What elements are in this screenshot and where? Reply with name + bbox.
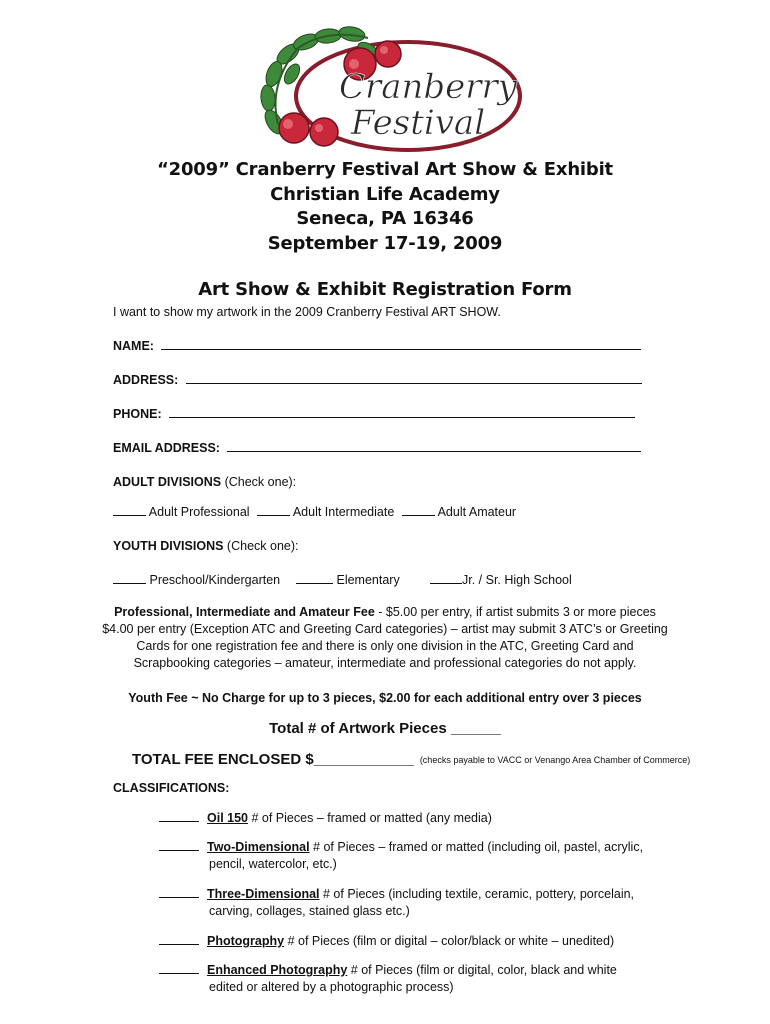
youth-divisions-title: YOUTH DIVISIONS [113, 539, 224, 553]
logo-graphic [248, 24, 534, 154]
fee-line3: Cards for one registration fee and there is only one division in the ATC, Greeting Card and [136, 639, 634, 653]
email-input-line[interactable] [227, 440, 641, 452]
classification-desc: # of Pieces (film or digital – color/black or white – unedited) [284, 934, 615, 948]
adult-professional-label: Adult Professional [148, 505, 250, 519]
event-header [0, 158, 770, 256]
elementary-label: Elementary [336, 573, 400, 587]
preschool-checkbox[interactable] [113, 572, 146, 584]
elementary-option [296, 572, 400, 588]
adult-amateur-label: Adult Amateur [437, 505, 517, 519]
classification-desc-cont: carving, collages, stained glass etc.) [209, 904, 410, 918]
classification-desc: # of Pieces (including textile, ceramic, pottery, porcelain, [319, 887, 635, 901]
header-title: “2009” Cranberry Festival Art Show & Exhibit [157, 159, 613, 180]
logo-text-line1: Cranberry [338, 67, 518, 107]
oil-count-blank[interactable] [159, 810, 199, 822]
phone-field[interactable] [113, 406, 635, 422]
fee-title: Professional, Intermediate and Amateur Fee [114, 605, 375, 619]
total-fee-note: (checks payable to VACC or Venango Area Chamber of Commerce) [419, 755, 691, 765]
three-dimensional-count-blank[interactable] [159, 886, 199, 898]
classification-name: Oil 150 [207, 811, 248, 825]
name-input-line[interactable] [161, 338, 641, 350]
classification-item [159, 839, 643, 873]
intro-text: I want to show my artwork in the 2009 Cranberry Festival ART SHOW. [113, 305, 501, 319]
adult-professional-checkbox[interactable] [113, 504, 146, 516]
classification-desc: # of Pieces – framed or matted (any media) [248, 811, 492, 825]
header-location: Seneca, PA 16346 [296, 208, 474, 229]
fee-description [0, 604, 770, 672]
adult-intermediate-checkbox[interactable] [257, 504, 290, 516]
photography-count-blank[interactable] [159, 933, 199, 945]
youth-fee-text: Youth Fee ~ No Charge for up to 3 pieces, $2.00 for each additional entry over 3 pieces [128, 691, 642, 705]
classification-name: Three-Dimensional [207, 887, 320, 901]
classification-name: Photography [207, 934, 285, 948]
name-field[interactable] [113, 338, 641, 354]
classification-name: Two-Dimensional [207, 840, 310, 854]
classification-item [159, 886, 634, 920]
cranberry-festival-logo [248, 24, 534, 154]
elementary-checkbox[interactable] [296, 572, 333, 584]
email-field[interactable] [113, 440, 641, 456]
total-fee-line [132, 751, 690, 768]
address-field[interactable] [113, 372, 642, 388]
youth-divisions-options [113, 572, 280, 588]
youth-divisions-note: (Check one): [226, 539, 299, 553]
header-dates: September 17-19, 2009 [267, 232, 503, 254]
total-fee-blank[interactable]: ____________ [313, 751, 414, 768]
adult-divisions-options [113, 504, 516, 520]
total-pieces-line[interactable]: Total # of Artwork Pieces ______ [269, 720, 501, 737]
email-label: EMAIL ADDRESS: [113, 441, 220, 455]
enhanced-photography-count-blank[interactable] [159, 962, 199, 974]
classification-desc: # of Pieces – framed or matted (including oil, pastel, acrylic, [309, 840, 644, 854]
classification-item [159, 810, 492, 827]
classification-desc: # of Pieces (film or digital, color, black and white [347, 963, 617, 977]
header-venue: Christian Life Academy [270, 183, 500, 205]
address-input-line[interactable] [186, 372, 642, 384]
high-school-label: Jr. / Sr. High School [462, 573, 572, 587]
preschool-label: Preschool/Kindergarten [149, 573, 281, 587]
youth-divisions-heading [113, 538, 298, 554]
adult-intermediate-label: Adult Intermediate [292, 505, 395, 519]
two-dimensional-count-blank[interactable] [159, 839, 199, 851]
fee-line2: $4.00 per entry (Exception ATC and Greeting Card categories) – artist may submit 3 ATC’s or Greeting [102, 622, 668, 636]
classification-desc-cont: edited or altered by a photographic process) [209, 980, 454, 994]
phone-input-line[interactable] [169, 406, 635, 418]
adult-divisions-note: (Check one): [224, 475, 297, 489]
address-label: ADDRESS: [113, 373, 179, 387]
adult-divisions-title: ADULT DIVISIONS [113, 475, 222, 489]
classification-item [159, 962, 617, 996]
high-school-option [430, 572, 572, 588]
classification-item [159, 933, 614, 950]
classification-name: Enhanced Photography [207, 963, 348, 977]
name-label: NAME: [113, 339, 154, 353]
fee-line4: Scrapbooking categories – amateur, intermediate and professional categories do not apply. [133, 656, 637, 670]
classifications-title: CLASSIFICATIONS: [113, 781, 230, 795]
fee-line1: - $5.00 per entry, if artist submits 3 or more pieces [374, 605, 656, 619]
classification-desc-cont: pencil, watercolor, etc.) [209, 857, 337, 871]
logo-text-line2: Festival [350, 103, 486, 143]
form-title: Art Show & Exhibit Registration Form [198, 279, 572, 300]
high-school-checkbox[interactable] [430, 572, 462, 584]
adult-amateur-checkbox[interactable] [402, 504, 435, 516]
phone-label: PHONE: [113, 407, 162, 421]
total-fee-label: TOTAL FEE ENCLOSED $ [132, 751, 314, 768]
adult-divisions-heading [113, 474, 296, 490]
